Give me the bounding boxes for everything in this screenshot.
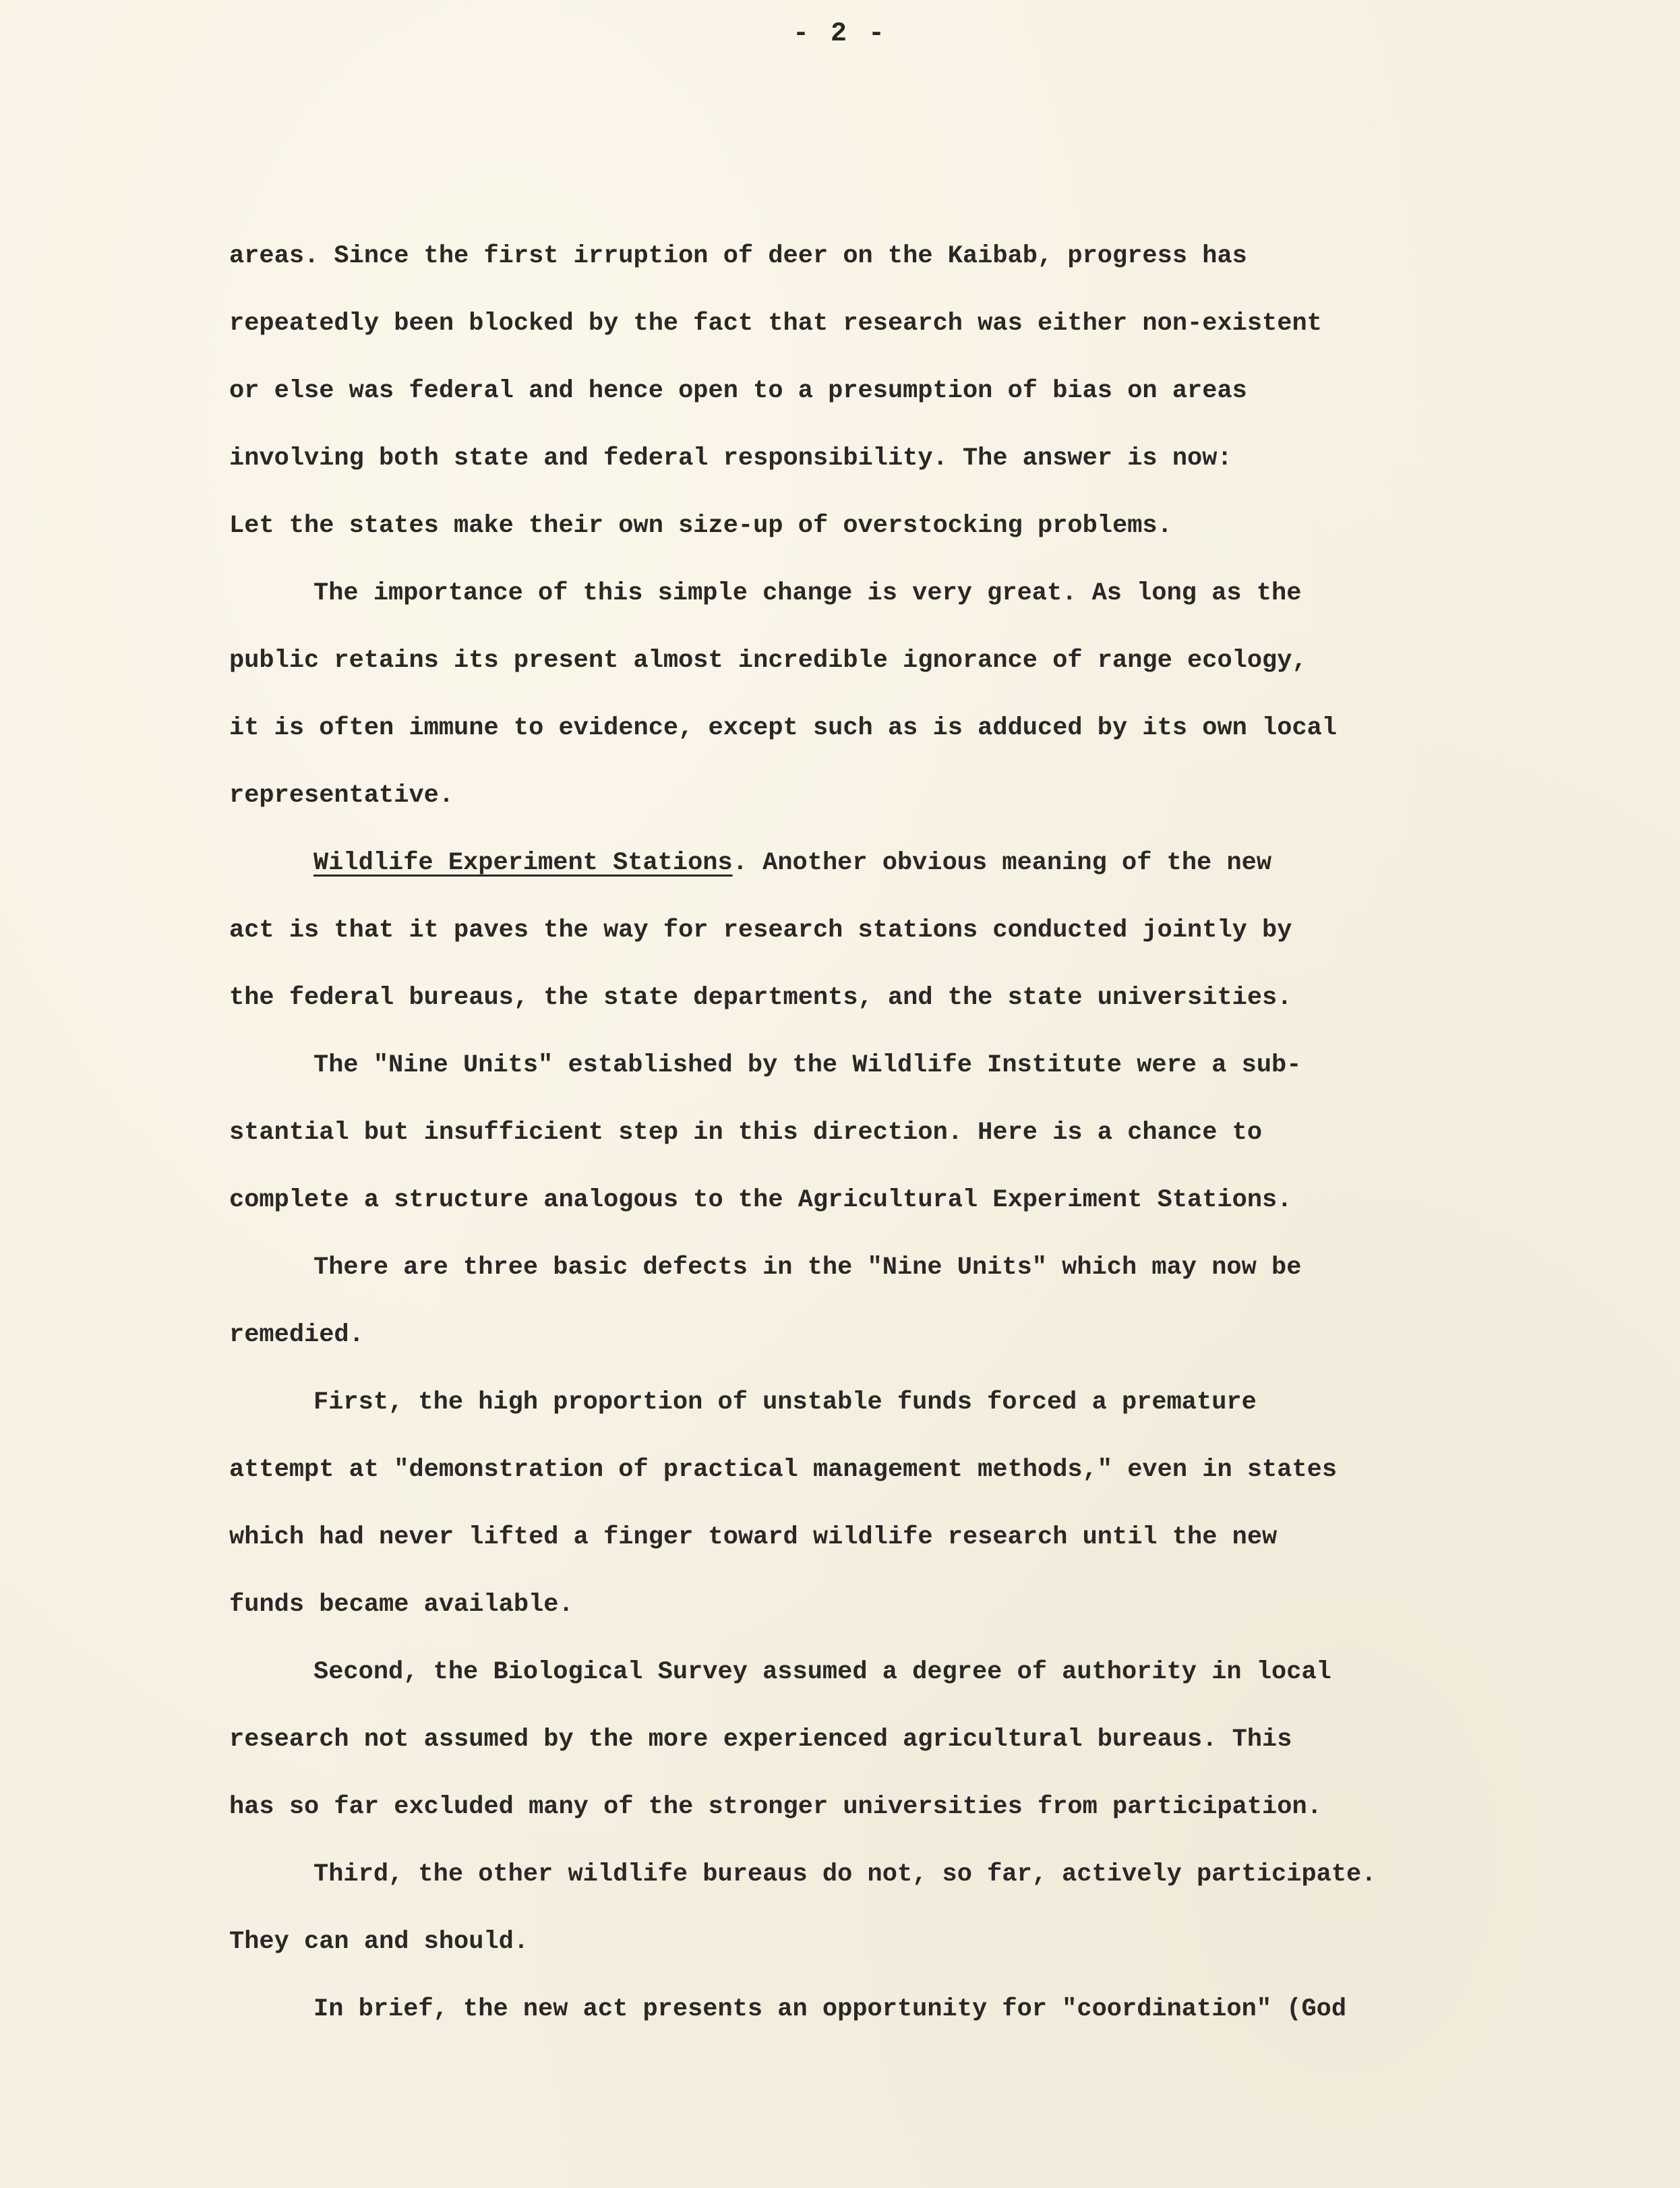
text-line: Let the states make their own size-up of overstocking problems. [229,512,1172,540]
section-heading-line [229,829,1530,897]
paragraph-first-line: Second, the Biological Survey assumed a degree of authority in local [313,1658,1331,1686]
text-line: repeatedly been blocked by the fact that research was either non-existent [229,309,1322,338]
paragraph-first-line: The importance of this simple change is very great. As long as the [313,579,1302,608]
text-line: involving both state and federal responsibility. The answer is now: [229,444,1232,473]
paragraph-first-line: Third, the other wildlife bureaus do not, so far, actively participate. [313,1860,1377,1889]
text-line: attempt at "demonstration of practical management methods," even in states [229,1456,1338,1484]
section-heading-continuation: Another obvious meaning of the new [762,849,1272,877]
section-heading-punctuation: . [732,849,748,877]
text-line: public retains its present almost incredible ignorance of range ecology, [229,647,1307,675]
text-line: research not assumed by the more experienced agricultural bureaus. This [229,1725,1292,1754]
text-line: funds became available. [229,1591,574,1619]
text-line: has so far excluded many of the stronger universities from participation. [229,1793,1322,1821]
text-line: the federal bureaus, the state departments, and the state universities. [229,984,1292,1012]
text-line: stantial but insufficient step in this direction. Here is a chance to [229,1119,1263,1147]
text-line: or else was federal and hence open to a presumption of bias on areas [229,377,1247,405]
text-line: which had never lifted a finger toward wildlife research until the new [229,1523,1278,1551]
paragraph-first-line: First, the high proportion of unstable funds forced a premature [313,1388,1257,1417]
text-line: representative. [229,781,454,810]
typed-text-body [229,223,1530,2043]
text-line: remedied. [229,1321,364,1349]
page-number: - 2 - [792,19,888,49]
paragraph-first-line: There are three basic defects in the "Nine Units" which may now be [313,1253,1302,1282]
text-line: They can and should. [229,1928,529,1956]
text-line: it is often immune to evidence, except such as is adduced by its own local [229,714,1338,742]
paragraph-first-line: In brief, the new act presents an opportunity for "coordination" (God [313,1995,1347,2023]
paragraph-first-line: The "Nine Units" established by the Wildlife Institute were a sub- [313,1051,1302,1080]
text-line: complete a structure analogous to the Agricultural Experiment Stations. [229,1186,1292,1214]
text-line: areas. Since the first irruption of deer on the Kaibab, progress has [229,242,1247,270]
section-heading: Wildlife Experiment Stations [313,849,733,877]
text-line: act is that it paves the way for research stations conducted jointly by [229,916,1292,945]
